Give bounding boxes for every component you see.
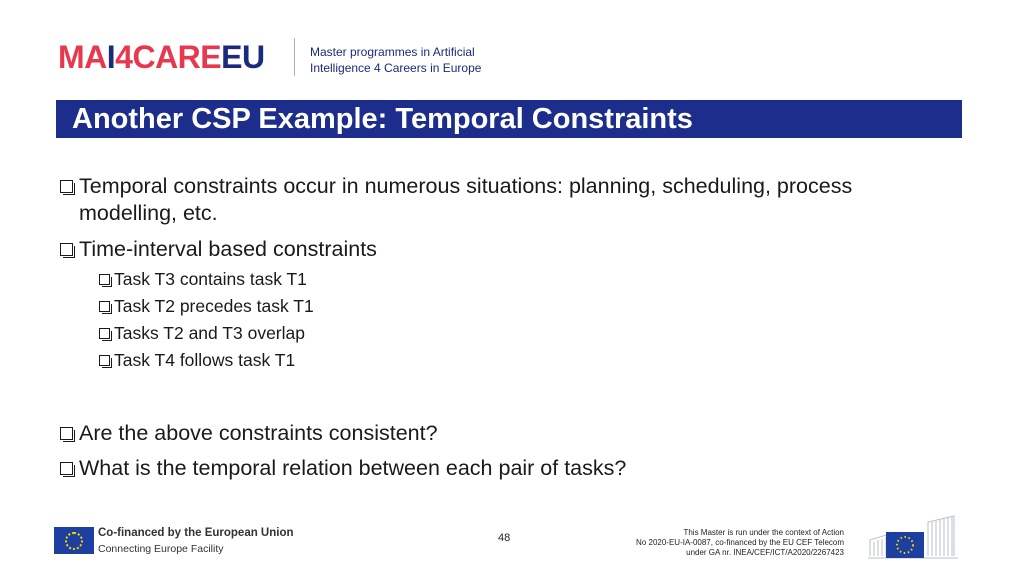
cofinanced-label: Co-financed by the European Union xyxy=(98,527,294,539)
checkbox-bullet-icon xyxy=(60,462,73,475)
bullet-text: Time-interval based constraints xyxy=(79,237,377,261)
logo-part-four: 4 xyxy=(115,39,133,75)
sub-bullet-text: Task T2 precedes task T1 xyxy=(114,296,314,316)
logo-part-eu: EU xyxy=(221,39,265,75)
bullet-text-line-2: modelling, etc. xyxy=(79,201,218,225)
checkbox-bullet-icon xyxy=(99,355,110,366)
tagline-line-1: Master programmes in Artificial xyxy=(310,45,475,59)
bullet-text: What is the temporal relation between each pair of tasks? xyxy=(79,456,627,480)
mai4careu-logo xyxy=(58,40,265,74)
slide-title-bar xyxy=(56,100,962,138)
logo-part-i: I xyxy=(106,39,116,75)
header-tagline xyxy=(310,44,481,76)
eu-stars-icon xyxy=(65,532,83,550)
sub-bullet-item xyxy=(99,349,295,371)
cef-label: Connecting Europe Facility xyxy=(98,543,224,555)
sub-bullet-text: Task T3 contains task T1 xyxy=(114,269,307,289)
bullet-item xyxy=(60,455,626,482)
legal-line-1: This Master is run under the context of Action xyxy=(683,528,844,537)
checkbox-bullet-icon xyxy=(99,274,110,285)
logo-part-care: CARE xyxy=(132,39,222,75)
sub-bullet-text: Task T4 follows task T1 xyxy=(114,350,296,370)
legal-notice xyxy=(584,528,844,558)
bullet-text: Are the above constraints consistent? xyxy=(79,421,438,445)
sub-bullet-item xyxy=(99,322,305,344)
ec-flag-icon xyxy=(886,532,924,558)
tagline-line-2: Intelligence 4 Careers in Europe xyxy=(310,61,482,75)
sub-bullet-item xyxy=(99,295,314,317)
bullet-item xyxy=(60,173,852,227)
checkbox-bullet-icon xyxy=(60,243,73,256)
logo-part-ma: MA xyxy=(58,39,107,75)
slide-title: Another CSP Example: Temporal Constraints xyxy=(72,103,693,135)
sub-bullet-text: Tasks T2 and T3 overlap xyxy=(114,323,305,343)
checkbox-bullet-icon xyxy=(99,301,110,312)
bullet-item xyxy=(60,236,377,263)
checkbox-bullet-icon xyxy=(60,427,73,440)
header-divider xyxy=(294,38,295,76)
page-number: 48 xyxy=(498,532,511,544)
legal-line-3: under GA nr. INEA/CEF/ICT/A2020/2267423 xyxy=(686,548,844,557)
checkbox-bullet-icon xyxy=(99,328,110,339)
legal-line-2: No 2020-EU-IA-0087, co-financed by the EU CEF Telecom xyxy=(636,538,844,547)
eu-flag-icon xyxy=(54,527,94,554)
bullet-item xyxy=(60,420,438,447)
bullet-text-line-1: Temporal constraints occur in numerous situations: planning, scheduling, process xyxy=(79,174,853,198)
checkbox-bullet-icon xyxy=(60,180,73,193)
sub-bullet-item xyxy=(99,268,307,290)
european-commission-logo-icon xyxy=(866,512,960,560)
